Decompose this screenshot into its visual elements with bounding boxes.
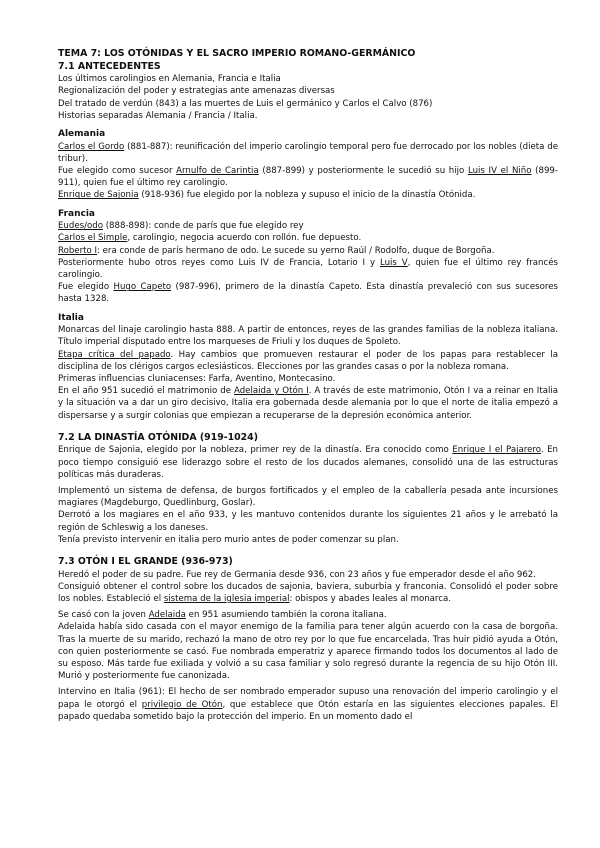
oton-paragraph: Adelaida había sido casada con el mayor enemigo de la familia para tener algún acuerdo con la casa de borgoña. Tras la muerte de su marido, rechazó la mano de otro rey por lo que fue encarcelada. Tras huir pidió ayuda a Otón, con quien posteriormente se casó. Fue nombrada emperatriz y aparece firmando todos los documentos al lado de su esposo. Más tarde fue exiliada y volvió a su casa familiar y solo regresó durante la regencia de su hijo Otón III. Murió y posteriormente fue canonizada. — [58, 622, 558, 682]
luis-iv-link[interactable]: Luis IV el Niño — [467, 166, 532, 176]
francia-paragraph: Roberto I: era conde de parís hermano de odo. Le sucede su yerno Raúl / Rodolfo, duque de Borgoña. — [58, 245, 495, 256]
alemania-paragraph: Enrique de Sajonia (918-936) fue elegido por la nobleza y supuso el inicio de la dinastía Otónida. — [58, 190, 476, 201]
enrique-pajarero-link[interactable]: Enrique I el Pajarero — [452, 445, 541, 456]
francia-paragraph: Eudes/odo (888-898): conde de parís que fue elegido rey — [58, 221, 304, 232]
carlos-el-simple-link[interactable]: Carlos el Simple — [58, 233, 128, 244]
italia-heading: Italia — [58, 312, 84, 323]
dinastia-paragraph: Enrique de Sajonia, elegido por la nobleza, primer rey de la dinastía. Era conocido como Enrique I el Pajarero. En poco tiempo consiguió ese liderazgo sobre el resto de los ducados alemanes, consolidó una de las estructuras políticas más duraderas. — [58, 445, 558, 480]
italia-paragraph: Primeras influencias cluniacenses: Farfa, Aventino, Montecasino. — [58, 374, 336, 385]
section-7-3-heading: 7.3 OTÓN I EL GRANDE (936-973) — [58, 556, 233, 568]
arnulfo-link[interactable]: Arnulfo de Carintia — [176, 166, 259, 176]
dinastia-paragraph: Tenía previsto intervenir en italia pero murio antes de poder comenzar su plan. — [58, 534, 399, 545]
antecedentes-line: Historias separadas Alemania / Francia / Italia. — [58, 110, 258, 121]
enrique-de-sajonia-link[interactable]: Enrique de Sajonia — [58, 190, 139, 201]
oton-paragraph: Heredó el poder de su padre. Fue rey de Germania desde 936, con 23 años y fue emperador desde el año 962. — [58, 569, 537, 580]
roberto-i-link[interactable]: Roberto I — [58, 245, 98, 256]
alemania-heading: Alemania — [58, 129, 106, 139]
hugo-capeto-link[interactable]: Hugo Capeto — [113, 282, 172, 293]
section-7-1-heading: 7.1 ANTECEDENTES — [58, 60, 161, 72]
alemania-paragraph: Fue elegido como sucesor Arnulfo de Carintia (887-899) y posteriormente le sucedió su hijo Luis IV el Niño (899-911), quien fue el último rey carolingio. — [58, 166, 558, 189]
iglesia-imperial-link[interactable]: sistema de la iglesia imperial — [163, 594, 290, 605]
antecedentes-line: Del tratado de verdún (843) a las muertes de Luis el germánico y Carlos el Calvo (876) — [58, 98, 433, 109]
dinastia-paragraph: Derrotó a los magiares en el año 933, y les mantuvo contenidos durante los siguientes 21 años y le arrebató la región de Schleswig a los daneses. — [58, 510, 558, 533]
italia-paragraph: Monarcas del linaje carolingio hasta 888. A partir de entonces, reyes de las grandes familias de la nobleza italiana. Título imperial disputado entre los marqueses de Friuli y los duques de Spoleto. — [58, 325, 558, 348]
francia-paragraph: Posteriormente hubo otros reyes como Luis IV de Francia, Lotario I y Luis V, quien fue el último rey francés carolingio. — [58, 257, 558, 281]
francia-paragraph: Carlos el Simple, carolingio, negocia acuerdo con rollón. fue depuesto. — [58, 233, 362, 244]
francia-paragraph: Fue elegido Hugo Capeto (987-996), primero de la dinastía Capeto. Esta dinastía prevaleció con sus sucesores hasta 1328. — [58, 282, 558, 305]
alemania-paragraph: Carlos el Gordo (881-887): reunificación del imperio carolingio temporal pero fue derrocado por los nobles (dieta de tribur). — [58, 141, 558, 164]
italia-paragraph: En el año 951 sucedió el matrimonio de Adelaida y Otón I. A través de este matrimonio, Otón I va a reinar en Italia y la situación va a dar un giro decisivo, Italia era gobernada desde alemania por lo que el norte de italia empezó a dispersarse y a surgir colonias que empiezan a recuperarse de la depresión económica anterior. — [58, 386, 559, 421]
oton-paragraph: Consiguió obtener el control sobre los ducados de sajonia, baviera, suburbia y franconia. Consolidó el poder sobre los nobles. Estableció el sistema de la iglesia imperial: obispos y abades leales al monarca. — [58, 581, 558, 605]
etapa-critica-link[interactable]: Etapa crítica del papado — [58, 349, 171, 360]
section-7-2-heading: 7.2 LA DINASTÍA OTÓNIDA (919-1024) — [58, 431, 258, 443]
francia-heading: Francia — [58, 208, 95, 219]
antecedentes-line: Los últimos carolingios en Alemania, Francia e Italia — [58, 74, 281, 85]
italia-paragraph: Etapa crítica del papado. Hay cambios que promueven restaurar el poder de los papas para restablecer la disciplina de los clérigos cargos eclesiásticos. Elecciones por las grandes casas o por la nobleza romana. — [58, 349, 558, 372]
oton-paragraph: Se casó con la joven Adelaida en 951 asumiendo también la corona italiana. — [58, 610, 387, 621]
oton-paragraph: Intervino en Italia (961): El hecho de ser nombrado emperador supuso una renovación del imperio carolingio y el papa le otorgó el privilegio de Otón, que establece que Otón estaría en las siguientes elecciones papales. El papado quedaba sometido bajo la protección del imperio. En un momento dado el — [58, 687, 558, 722]
carlos-el-gordo-link[interactable]: Carlos el Gordo — [58, 141, 125, 152]
adelaida-oton-link[interactable]: Adelaida y Otón I — [234, 386, 309, 397]
luis-v-link[interactable]: Luis V — [379, 257, 408, 268]
eudes-link[interactable]: Eudes/odo — [58, 221, 103, 232]
privilegio-oton-link[interactable]: privilegio de Otón — [141, 699, 223, 710]
document-page — [58, 48, 558, 723]
dinastia-paragraph: Implementó un sistema de defensa, de burgos fortificados y el empleo de la caballería pesada ante incursiones magiares (Magdeburgo, Quedlinburg, Goslar). — [58, 486, 558, 509]
adelaida-link[interactable]: Adelaida — [148, 610, 186, 621]
document-title: TEMA 7: LOS OTÓNIDAS Y EL SACRO IMPERIO ROMANO-GERMÁNICO — [58, 48, 416, 59]
antecedentes-line: Regionalización del poder y estrategias ante amenazas diversas — [58, 86, 335, 97]
